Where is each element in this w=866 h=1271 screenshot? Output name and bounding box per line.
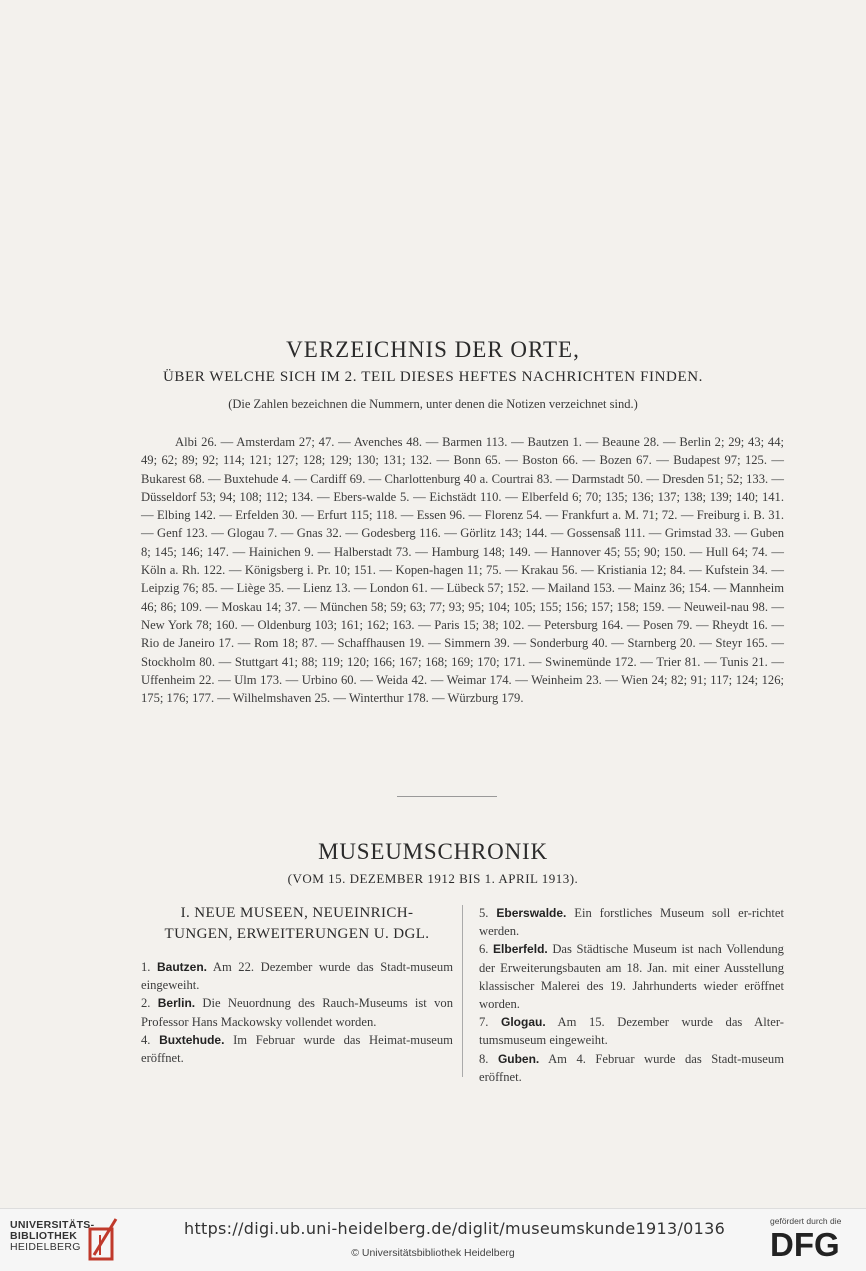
entry-place: Guben. [497, 1051, 540, 1066]
entry [479, 1013, 784, 1049]
place-index-paragraph: Albi 26. — Amsterdam 27; 47. — Avenches 48. — Barmen 113. — Bautzen 1. — Beaune 28. — Berlin 2; 29; 43; 44; 49; 62; 89; 92; 114; 121; 127; 128; 129; 130; 131; 132. — Bonn 65. — Boston 66. — Bozen 67. — Budapest 97; 125. — Bukarest 68. — Buxtehude 4. — Cardiff 69. — Charlottenburg 40 a. Courtrai 83. — Darmstadt 50. — Dresden 51; 52; 133. — Düsseldorf 53; 94; 108; 112; 134. — Ebers-walde 5. — Eichstädt 110. — Elberfeld 6; 70; 135; 136; 137; 138; 139; 140; 141. — Elbing 142. — Erfelden 30. — Erfurt 115; 118. — Essen 96. — Florenz 54. — Frankfurt a. M. 71; 72. — Freiburg i. B. 31. — Genf 123. — Glogau 7. — Gnas 32. — Godesberg 116. — Görlitz 143; 144. — Gossensaß 111. — Grimstad 33. — Guben 8; 145; 146; 147. — Hainichen 9. — Halberstadt 73. — Hamburg 148; 149. — Hannover 45; 55; 90; 150. — Hull 64; 74. — Köln a. Rh. 122. — Königsberg i. Pr. 10; 151. — Kopen-hagen 11; 75. — Krakau 56. — Kristiania 12; 84. — Kufstein 34. — Leipzig 76; 85. — Liège 35. — Lienz 13. — London 61. — Lübeck 57; 152. — Mailand 153. — Mainz 36; 154. — Mannheim 46; 86; 109. — Moskau 14; 37. — München 58; 59; 63; 77; 93; 95; 104; 105; 155; 156; 157; 158; 159. — Neuweil-nau 98. — New York 78; 160. — Oldenburg 103; 161; 162; 163. — Paris 15; 38; 102. — Petersburg 164. — Posen 79. — Rheydt 16. — Rio de Janeiro 17. — Rom 18; 87. — Schaffhausen 19. — Simmern 39. — Sonderburg 40. — Starnberg 20. — Steyr 165. — Stockholm 80. — Stuttgart 41; 88; 119; 120; 166; 167; 168; 169; 170; 171. — Swinemünde 172. — Trier 81. — Tunis 21. — Uffenheim 22. — Ulm 173. — Urbino 60. — Weida 42. — Weimar 174. — Weinheim 23. — Wien 24; 82; 91; 117; 124; 126; 175; 176; 177. — Wilhelmshaven 25. — Winterthur 178. — Würzburg 179. [141, 435, 784, 706]
copyright-notice: © Universitätsbibliothek Heidelberg [351, 1247, 515, 1259]
library-name-line-2: BIBLIOTHEK [10, 1230, 78, 1242]
entry-number: 4. [141, 1032, 151, 1047]
library-name-line-3: HEIDELBERG [10, 1241, 81, 1253]
entry [141, 1031, 453, 1067]
entry-number: 6. [479, 942, 489, 957]
section-heading [141, 903, 453, 945]
entry-text: Am 15. Dezember wurde das Alter-tumsmuseum eingeweiht. [479, 1015, 784, 1048]
entry-number: 7. [479, 1015, 489, 1030]
entry-text: Ein forstliches Museum soll er-richtet werden. [479, 906, 784, 939]
entry [479, 904, 784, 940]
column-divider [462, 905, 463, 1077]
entry-text: Die Neuordnung des Rauch-Museums ist von Professor Hans Mackowsky vollendet worden. [141, 996, 453, 1029]
index-subtitle: ÜBER WELCHE SICH IM 2. TEIL DIESES HEFTES NACHRICHTEN FINDEN. [162, 369, 704, 385]
entry-place: Elberfeld. [493, 942, 548, 957]
entry-place: Berlin. [157, 996, 196, 1011]
chronicle-title: MUSEUMSCHRONIK [318, 839, 548, 864]
entry [479, 1050, 784, 1086]
section-heading-line-2: TUNGEN, ERWEITERUNGEN U. DGL. [164, 926, 430, 942]
entry [141, 994, 453, 1030]
dfg-logo-icon[interactable] [770, 1226, 854, 1260]
right-column [479, 904, 784, 1086]
entry-text: Am 22. Dezember wurde das Stadt-museum eingeweiht. [141, 960, 453, 993]
entry-place: Glogau. [501, 1015, 546, 1030]
entry-number: 2. [141, 996, 151, 1011]
section-divider [397, 796, 497, 797]
entry-text: Im Februar wurde das Heimat-museum eröffnet. [141, 1032, 453, 1066]
dfg-logo-text: DFG [770, 1226, 840, 1260]
entry-place: Buxtehude. [159, 1032, 225, 1047]
index-title: VERZEICHNIS DER ORTE, [286, 337, 580, 362]
entry-text: Am 4. Februar wurde das Stadt-museum eröffnet. [479, 1051, 784, 1084]
entry-number: 5. [479, 906, 489, 920]
index-note: (Die Zahlen bezeichnen die Nummern, unter denen die Notizen verzeichnet sind.) [228, 397, 638, 411]
viewer-footer [0, 1208, 866, 1271]
entry-number: 1. [141, 960, 151, 974]
library-name-line-1: UNIVERSITÄTS- [10, 1219, 95, 1231]
entry-text: Das Städtische Museum ist nach Vollendung der Erweiterungsbauten am 18. Jan. mit einer Ausstellung klassischer Malerei des 19. Jahrhunderts wieder eröffnet worden. [479, 942, 784, 1012]
entry-place: Bautzen. [157, 960, 208, 974]
entry-place: Eberswalde. [496, 906, 567, 920]
left-column [141, 958, 453, 1067]
funding-label: gefördert durch die [770, 1216, 842, 1226]
permalink-url[interactable]: https://digi.ub.uni-heidelberg.de/diglit/museumskunde1913/0136 [184, 1219, 726, 1238]
entry [141, 958, 453, 994]
chronicle-dates: (VOM 15. DEZEMBER 1912 BIS 1. APRIL 1913). [287, 871, 579, 886]
entry [479, 940, 784, 1013]
entry-number: 8. [479, 1051, 489, 1066]
section-heading-line-1: I. NEUE MUSEEN, NEUEINRICH- [180, 905, 414, 921]
